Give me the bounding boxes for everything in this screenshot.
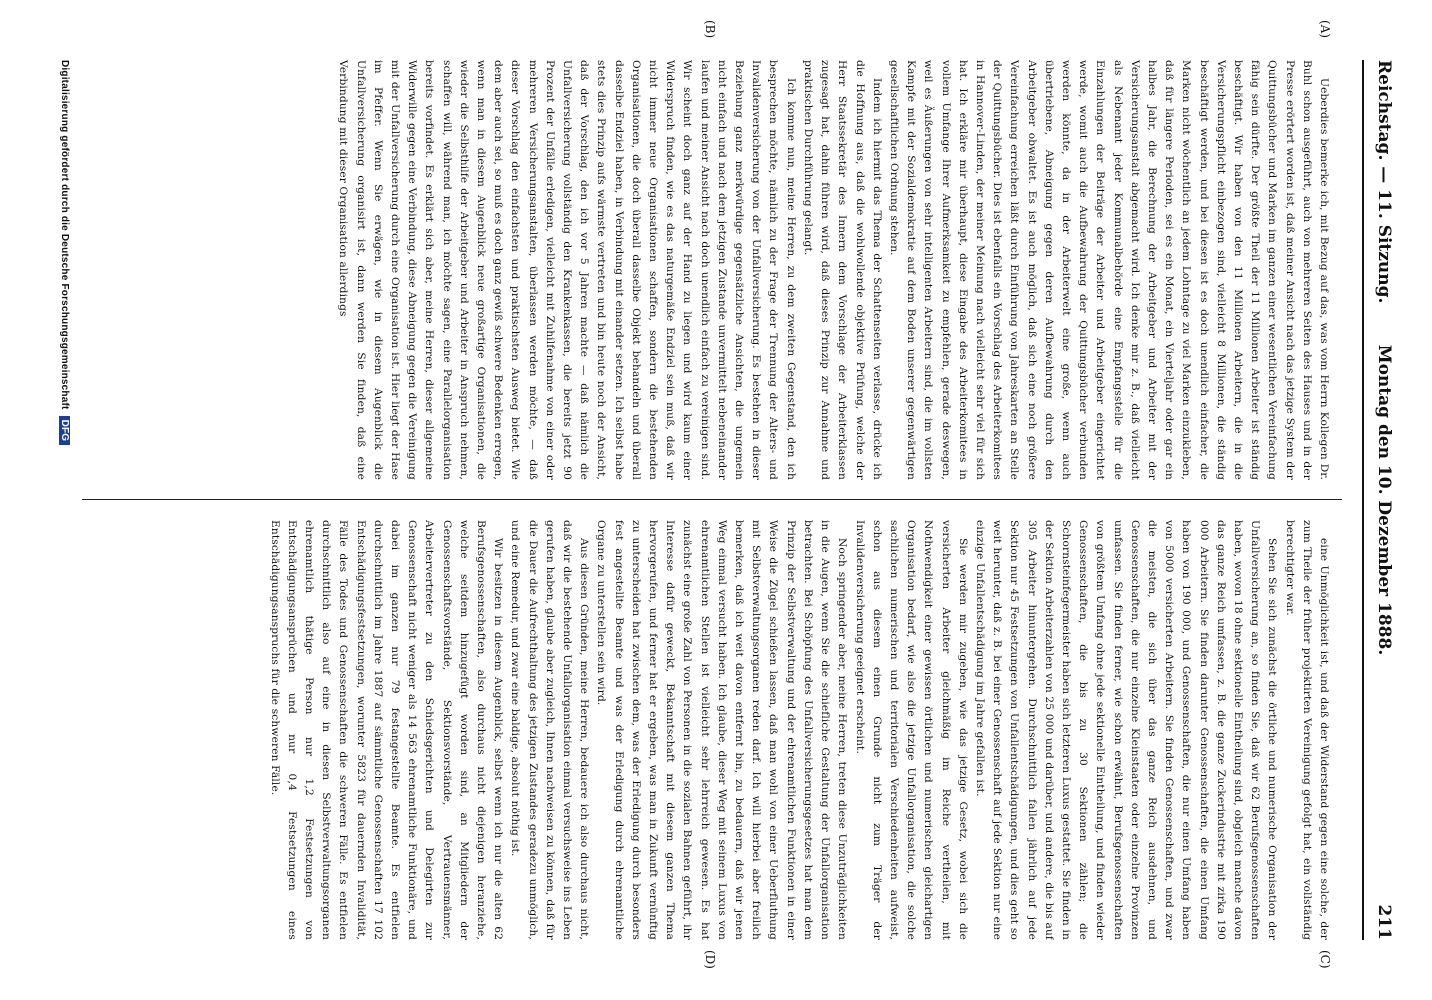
header-session: Reichstag. — 11. Sitzung.	[1374, 60, 1394, 304]
margin-mark-c: (C)	[1318, 950, 1332, 969]
margin-mark-a: (A)	[1318, 20, 1332, 39]
paragraph: Wir besitzen in diesem Augenblick, selbst wenn ich nur die alten 62 Berufsgenossenschaften, also durchaus nicht diejenigen heranziehe, welche seitdem hinzugefügt worden sind, an Mitgliedern der Genossenschaftsvorstände, Sektionsvorstände, Vertrauensmänner, Arbeitervertreter zu den Schiedsgerichten und Delegirten zur Genossenschaft nicht weniger als 14 563 ehrenamtliche Funktionäre, und dabei im ganzen nur 79 festangestellte Beamte. Es entfielen durchschnittlich im Jahre 1887 auf sämmtliche Genossenschaften 17 102 Entschädigungsfestsetzungen, worunter 5823 für dauernden Invalidität, Fälle des Todes und Genossenschaften die schweren Fälle. Es entfielen durchschnittlich also auf eine in diesen Selbstverwaltungsorganen ehrenamtlich thätige Person nur 1,2 Festsetzungen von Entschädigungsansprüchen und nur 0,4 Festsetzungen eines Entschädigungsanspruchs für die schweren Fälle.	[268, 520, 505, 940]
credit-text: Digitalisierung gefördert durch die Deutsche Forschungsgemeinschaft	[59, 60, 70, 410]
paragraph: Noch springender aber, meine Herren, treten diese Unzuträglichkeiten in die Augen, wenn Sie die schiefliche Gestaltung der Unfallorganisation betrachten. Bei Schöpfung des Unfallversicherungsgesetzes hat man dem Prinzip der Selbstverwaltung und der ehrenamtlichen Funktionen in einer Weise die Zügel schießen lassen, daß man wohl von einer Ueberfluthung mit Selbstverwaltungsorganen reden darf. Ich will hierbei aber freilich bemerken, daß ich weit davon entfernt bin, zu bedauern, daß wir jenen Weg einmal versucht haben. Ich glaube, dieser Weg mit seinem Luxus von ehrenamtlichen Stellen ist vielleicht sehr lehrreich gewesen. Es hat zunächst eine große Zahl von Personen in die sozialen Bahnen geführt, ihr Interesse dafür geweckt, Bekanntschaft mit diesem ganzen Thema hervorgerufen, und ferner hat er ergeben, was man in Zukunft vernünftig zu unterscheiden hat zwischen dem, was der Erledigung durch besonders fest angestellte Beamte und was der Erledigung durch ehrenamtliche Organe zu unterstellen sein wird.	[595, 520, 849, 940]
paragraph: Ueberdies bemerke ich, mit Bezug auf das, was vom Herrn Kollegen Dr. Buhl schon ausgeführt, auch von mehreren Seiten des Hauses und in der Presse erörtert worden ist, daß meiner Ansicht nach das jetzige System der Quittungsbücher und Marken im ganzen einer wesentlichen Vereinfachung fähig sein dürfte. Der größte Theil der 11 Millionen Arbeiter ist ständig beschäftigt. Wir haben von den 11 Millionen Arbeitern, die in die Versicherungspflicht einbezogen sind, vielleicht 8 Millionen, die ständig beschäftigt werden, und bei diesen ist es doch unendlich einfacher, die Marken nicht wöchentlich an jedem Lohntage zu viel Marken einzukleben, daß für längere Perioden, sei es ein Monat, ein Vierteljahr oder gar ein halbes Jahr, die Berechnung der Arbeitgeber und Arbeiter mit der Versicherungsanstalt abgemacht wird. Ich denke mir z. B., daß vielleicht als Nebenamt jeder Kommunalbehörde eine Empfangsstelle für die Einzahlungen der Beiträge der Arbeiter und Arbeitgeber eingerichtet werde, womit auch die Aufbewahrung der Quittungsbücher verbunden werden könnte, da in der Arbeiterwelt eine große, wenn auch übertriebene, Abneigung gegen deren Aufbewahrung durch den Arbeitgeber obwaltet. Es ist auch möglich, daß sich eine noch größere Vereinfachung erreichen läßt durch Einführung von Jahreskarten an Stelle der Quittungsbücher. Dies ist ebenfalls ein Vorschlag des Arbeiterkomitees in Hannover-Linden, der meiner Meinung nach vielleicht sehr viel für sich hat. Ich erkläre mir überhaupt, diese Eingabe des Arbeiterkomitees in vollem Umfange Ihrer Aufmerksamkeit zu empfehlen, gerade deswegen, weil es Äußerungen von sehr intelligenten Arbeitern sind, die im vollsten Kampfe mit der Sozialdemokratie auf dem Boden unserer gegenwärtigen gesellschaftlichen Ordnung stehen.	[887, 60, 1330, 480]
paragraph: Indem ich hiermit das Thema der Schattenseiten verlasse, drücke ich die Hoffnung aus, daß die wohlwollende objektive Prüfung, welche der Herr Staatssekretär des Innern dem Vorschlage der Arbeiterklassen zugesagt hat, dahin führen wird, daß dieses Prinzip zur Annahme und praktischen Durchführung gelangt.	[801, 60, 883, 480]
page-header	[1362, 60, 1404, 940]
margin-mark-d: (D)	[703, 950, 717, 969]
right-column	[92, 520, 1332, 940]
digitization-credit	[59, 60, 70, 960]
column-divider	[82, 499, 1342, 500]
page-number: 211	[1374, 904, 1394, 940]
paragraph: eine Unmöglichkeit ist, und daß der Widerstand gegen eine solche, der zum Theile der früher projektirten Vereinigung gefolgt hat, ein vollständig berechtigter war.	[1283, 520, 1330, 940]
left-column	[92, 60, 1332, 480]
header-date: Montag den 10. Dezember 1888.	[1374, 344, 1394, 656]
dfg-logo: DFG	[59, 416, 70, 446]
paragraph: Sie werden mir zugeben, wie das jetzige Gesetz, wobei sich die versicherten Arbeiter gleichmäßig im Reiche vertheilen, mit Nothwendigkeit einer gewissen örtlichen und numerischen gleichartigen Organisation bedarf, wie also die jetzige Unfallorganisation, die solche sachlichen numerischen und territorialen Verschiedenheiten aufweist, schon aus diesem einen Grunde nicht zum Träger der Invalidenversicherung geeignet erscheint.	[853, 520, 969, 940]
paragraph: Ich komme nun, meine Herren, zu dem zweiten Gegenstand, den ich besprechen möchte, nämlich zu der Frage der Trennung der Alters- und Invalidenversicherung von der Unfallversicherung. Es bestehen in dieser Beziehung ganz merkwürdige gegensätzliche Ansichten, die ungemein nicht einfach und nach dem jetzigen Zustande unvermittelt nebeneinander laufen und meiner Ansicht nach doch unendlich einfach zu vereinigen sind. Wir scheint doch ganz auf der Hand zu liegen und wird kaum einer Widerspruch finden, wie es das naturgemäße Endziel sein muß, daß wir nicht immer neue Organisationen schaffen, sondern die bestehenden Organisationen, die doch überall dasselbe Objekt behandeln und überall dasselbe Endziel haben, in Verbindung mit einander setzen. Ich selbst habe stets dies Prinzip aufs wärmste vertreten und bin heute noch der Ansicht, daß der Vorschlag, den ich vor 5 Jahren machte — daß nämlich die Unfallversicherung vollständig den Krankenkassen, die bereits jetzt 90 Prozent der Unfälle erledigen, vielleicht mit Zuhilfenahme von einer oder mehreren Versicherungsanstalten, überlassen werden möchte, — daß dieser Vorschlag den einfachsten und praktischsten Ausweg bietet. Wie dem aber auch sei, so muß es doch ganz gewiß schwere Bedenken erregen, wenn man in diesem Augenblick neue großartige Organisationen, die wieder die Selbsthilfe der Arbeitgeber und Arbeiter in Anspruch nehmen, schaffen will, während man, ich möchte sagen, eine Parallelorganisation bereits vorfindet. Es erklärt sich aber, meine Herren, dieser allgemeine Widerwille gegen eine Verbindung, diese Abneigung gegen die Vereinigung mit der Unfallversicherung durch eine Organisation ist. Hier liegt der Hase im Pfeffer. Wenn Sie erwägen, wie in diesem Augenblick die Unfallversicherung organisirt ist, dann werden Sie finden, daß eine Verbindung mit dieser Organisation allerdings	[337, 60, 797, 480]
margin-mark-b: (B)	[703, 20, 717, 39]
paragraph: Sehen Sie sich zunächst die örtliche und numerische Organisation der Unfallversicherung an, so finden Sie, daß wir 62 Berufsgenossenschaften haben, wovon 18 ohne sektionelle Eintheilung sind, obgleich manche davon das ganze Reich umfassen, z. B. die ganze Zuckerindustrie mit zirka 190 000 Arbeitern. Sie finden darunter Genossenschaften, die einen Umfang haben von 190 000, und Genossenschaften, die nur einen Umfang haben von 5000 versicherten Arbeitern. Sie finden Genossenschaften, und zwar die meisten, die sich über das ganze Reich ausdehnen, und Genossenschaften, die nur einzelne Kleinstaaten oder einzelne Provinzen umfassen. Sie finden ferner, wie schon erwähnt, Berufsgenossenschaften von größtem Umfang ohne jede sektionelle Eintheilung, und finden wieder Genossenschaften, die bis zu 30 Sektionen zählen; die Schornsteinfegermeister haben sich letzteren Luxus gestattet. Sie finden in der Sektion Arbeiterzahlen von 25 000 und darüber, und andere, die bis auf 305 Arbeiter hinuntergehen. Durchschnittlich fallen jährlich auf jede Sektion nur 45 Festsetzungen von Unfallentschädigungen, und dies geht so weit herunter, daß z. B. bei einer Genossenschaft auf jede Sektion nur eine einzige Unfallentschädigung im Jahre gefallen ist.	[973, 520, 1279, 940]
paragraph: Aus diesen Gründen, meine Herren, bedauere ich also durchaus nicht, daß wir die bestehende Unfallorganisation einmal versuchsweise ins Leben gerufen haben, glaube aber zugleich, Ihnen nachweisen zu können, daß für die Dauer die Aufrechthaltung des jetzigen Zustandes geradezu unmöglich, und eine Remedur, und zwar eine baldige, absolut nöthig ist.	[509, 520, 591, 940]
